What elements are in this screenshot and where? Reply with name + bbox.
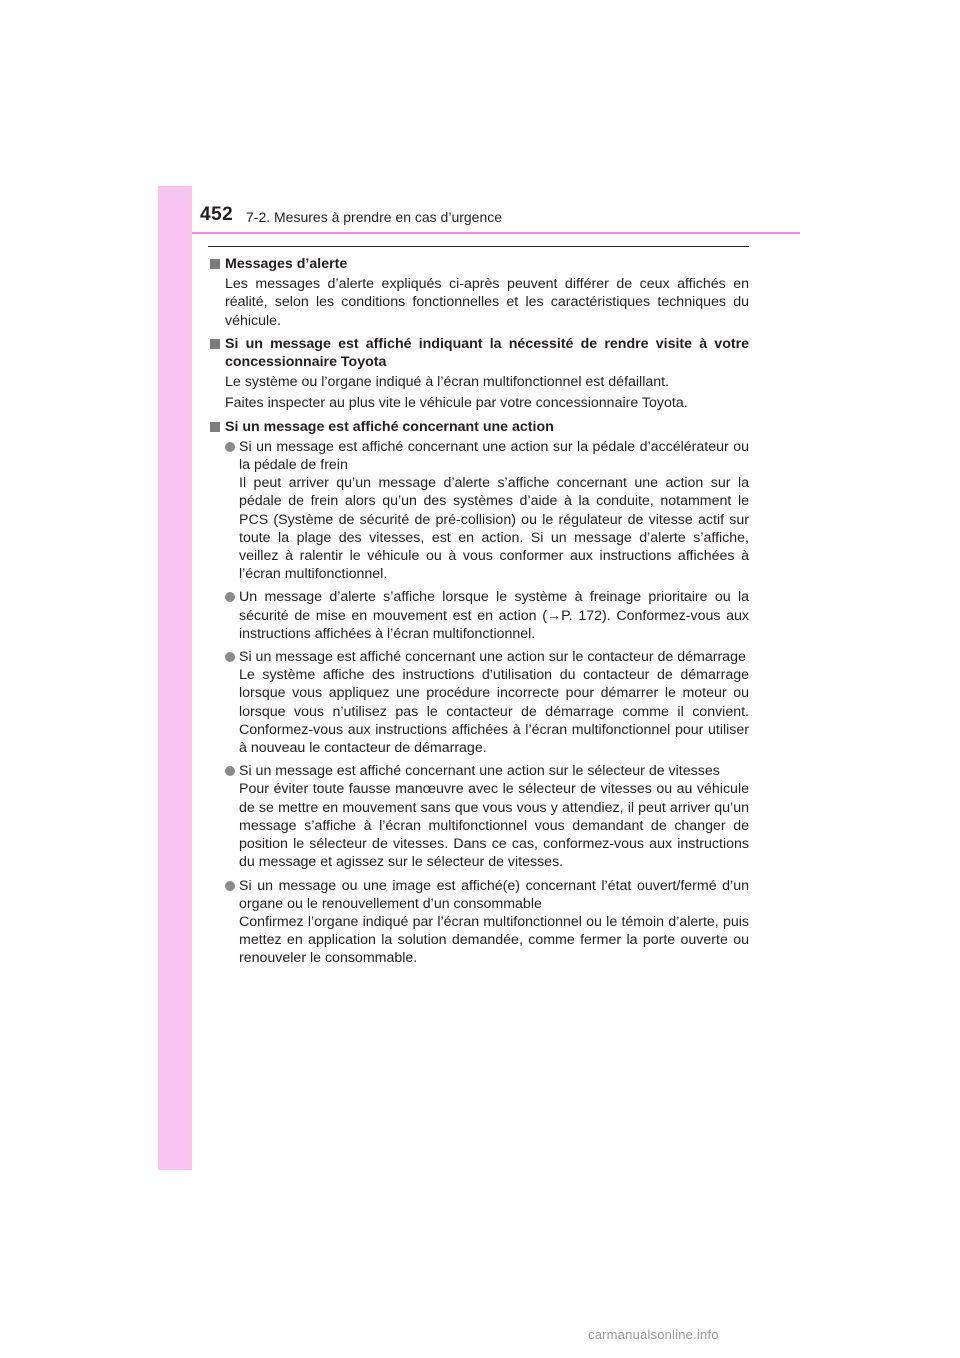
- list-item: [225, 588, 749, 643]
- list-item-text: Le système affiche des instructions d’utilisation du contacteur de démarrage lorsque vous appliquez une procédure incorrecte pour démarrer le moteur ou lorsque vous n’utilisez pas le contacteur de démarrage comme il convient. Conformez-vous aux instructions affichées à l’écran multifonctionnel pour utiliser à nouveau le contacteur de démarrage.: [239, 667, 749, 757]
- round-bullet-icon: [225, 592, 235, 602]
- list-item-text: Un message d’alerte s’affiche lorsque le système à freinage prioritaire ou la sécurité de mise en mouvement est en action (→P. 172). Conformez-vous aux instructions affichées à l’écran multifonctionnel.: [239, 589, 749, 642]
- list-item: [225, 762, 749, 871]
- content-top-rule: [208, 246, 749, 247]
- square-bullet-icon: [210, 259, 220, 269]
- list-item: [225, 648, 749, 757]
- paragraph: Le système ou l’organe indiqué à l’écran multifonctionnel est défaillant.: [225, 374, 670, 391]
- list-item-title: Si un message est affiché concernant une action sur la pédale d’accélérateur ou la pédale de frein: [239, 438, 749, 474]
- paragraph: Les messages d’alerte expliqués ci-après peuvent différer de ceux affichés en réalité, selon les conditions fonctionnelles et les caractéristiques techniques du véhicule.: [225, 276, 749, 329]
- list-item: [225, 438, 749, 584]
- section-heading-text: Messages d’alerte: [225, 256, 348, 272]
- header-rule: [192, 232, 800, 234]
- round-bullet-icon: [225, 881, 235, 891]
- round-bullet-icon: [225, 652, 235, 662]
- section-action: [209, 418, 749, 968]
- section-heading-text: Si un message est affiché indiquant la nécessité de rendre visite à votre concessionnaire Toyota: [225, 335, 749, 371]
- section-heading: [209, 418, 749, 436]
- list-item-text: Il peut arriver qu’un message d’alerte s’affiche concernant une action sur la pédale de frein alors qu’un des systèmes d’aide à la conduite, notamment le PCS (Système de sécurité de pré-collision) ou le régulateur de vitesse actif sur toute la plage des vitesses, est en action. Si un message d’alerte s’affiche, veillez à ralentir le véhicule ou à vous conformer aux instructions affichées à l’écran multifonctionnel.: [239, 475, 749, 583]
- list-item: [225, 877, 749, 968]
- list-item-body: [239, 877, 749, 968]
- paragraph: Faites inspecter au plus vite le véhicule par votre concessionnaire Toyota.: [225, 395, 688, 412]
- section-heading: [209, 255, 749, 273]
- list-item-body: [239, 588, 749, 643]
- square-bullet-icon: [210, 339, 220, 349]
- list-item-title: Si un message est affiché concernant une action sur le sélecteur de vitesses: [239, 763, 720, 780]
- page-number: 452: [200, 204, 234, 225]
- round-bullet-icon: [225, 442, 235, 452]
- section-messages-alerte: [209, 255, 749, 330]
- page-content: [209, 255, 749, 973]
- watermark-link[interactable]: carmanualsonline.info: [588, 1327, 719, 1342]
- chapter-side-tab: [158, 186, 192, 1170]
- list-item-body: [239, 648, 749, 757]
- list-item-title: Si un message est affiché concernant une action sur le contacteur de démarrage: [239, 649, 746, 666]
- round-bullet-icon: [225, 766, 235, 776]
- section-concessionnaire: [209, 335, 749, 413]
- list-item-text: Pour éviter toute fausse manœuvre avec le sélecteur de vitesses ou au véhicule de se mettre en mouvement sans que vous vous y attendiez, il peut arriver qu’un message s’affiche à l’écran multifonctionnel vous demandant de changer de position le sélecteur de vitesses. Dans ce cas, conformez-vous aux instructions du message et agissez sur le sélecteur de vitesses.: [239, 781, 749, 871]
- list-item-title: Si un message ou une image est affiché(e) concernant l’état ouvert/fermé d’un organe ou le renouvellement d’un consommable: [239, 877, 749, 912]
- list-item-body: [239, 438, 749, 584]
- list-item-text: Confirmez l’organe indiqué par l’écran multifonctionnel ou le témoin d’alerte, puis mettez en application la solution demandée, comme fermer la porte ouverte ou renouveler le consommable.: [239, 913, 749, 967]
- section-heading: [209, 335, 749, 371]
- square-bullet-icon: [210, 422, 220, 432]
- chapter-title: 7-2. Mesures à prendre en cas d’urgence: [246, 209, 503, 225]
- list-item-body: [239, 762, 749, 871]
- section-heading-text: Si un message est affiché concernant une action: [225, 418, 554, 435]
